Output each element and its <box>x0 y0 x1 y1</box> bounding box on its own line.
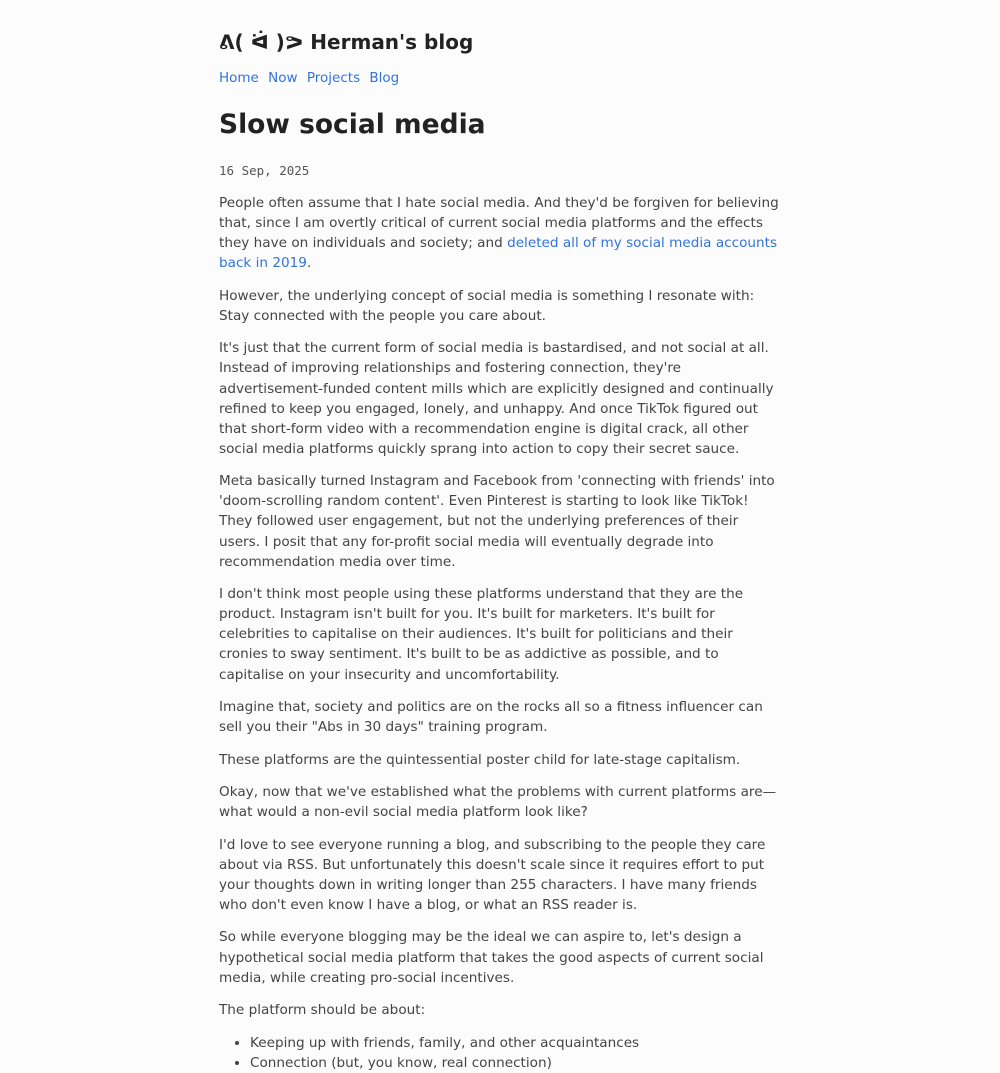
paragraph: I don't think most people using these platforms understand that they are the product. Instagram isn't built for you. It's built for marketers. It's built for celebrities to capitalise on their audiences. It's built for politicians and their cronies to sway sentiment. It's built to be as addictive as possible, and to capitalise on your insecurity and uncomfortability. <box>219 586 744 683</box>
post-title: Slow social media <box>219 109 486 140</box>
post-date: 16 Sep, 2025 <box>219 163 310 178</box>
paragraph: Meta basically turned Instagram and Facebook from 'connecting with friends' into 'doom-scrolling random content'. Even Pinterest is starting to look like TikTok! They followed user engagement, but not the underlying preferences of their users. I posit that any for-profit social media will eventually degrade into recommendation media over time. <box>219 473 775 570</box>
nav-projects-link[interactable]: Projects <box>306 70 361 86</box>
nav-now-link[interactable]: Now <box>268 70 298 86</box>
nav-blog-link[interactable]: Blog <box>369 70 400 86</box>
paragraph: The platform should be about: <box>219 1002 426 1019</box>
paragraph: I'd love to see everyone running a blog, and subscribing to the people they care about via RSS. But unfortunately this doesn't scale since it requires effort to put your thoughts down in writing longer than 255 characters. I have many friends who don't even know I have a blog, or what an RSS reader is. <box>219 836 766 913</box>
paragraph: So while everyone blogging may be the ideal we can aspire to, let's design a hypothetical social media platform that takes the good aspects of current social media, while creating pro-social incentives. <box>219 929 764 986</box>
platform-goals-list <box>219 1033 781 1073</box>
site-title-link[interactable]: ᕕ( ᐛ )ᕗ Herman's blog <box>219 30 474 54</box>
post-content <box>219 193 781 1073</box>
paragraph <box>219 193 781 273</box>
nav-home-link[interactable]: Home <box>219 70 259 86</box>
paragraph: Imagine that, society and politics are on the rocks all so a fitness influencer can sell you their "Abs in 30 days" training program. <box>219 699 763 736</box>
paragraph: Okay, now that we've established what the problems with current platforms are—what would a non-evil social media platform look like? <box>219 784 777 821</box>
paragraph: It's just that the current form of social media is bastardised, and not social at all. Instead of improving relationships and fostering connection, they're advertisement-funded content mills which are explicitly designed and continually refined to keep you engaged, lonely, and unhappy. And once TikTok figured out that short-form video with a recommendation engine is digital crack, all other social media platforms quickly sprang into action to copy their secret sauce. <box>219 340 774 457</box>
main-nav <box>219 68 404 88</box>
deleted-accounts-link[interactable]: deleted all of my social media accounts back in 2019 <box>219 235 778 272</box>
paragraph: These platforms are the quintessential poster child for late-stage capitalism. <box>219 751 741 768</box>
paragraph: However, the underlying concept of social media is something I resonate with: Stay connected with the people you care about. <box>219 287 755 324</box>
paragraph-text: People often assume that I hate social media. And they'd be forgiven for believing that, since I am overtly critical of current social media platforms and the effects they have on individuals and society; and <box>219 195 779 252</box>
list-item: • Connection (but, you know, real connection) <box>250 1053 781 1073</box>
paragraph-text: . <box>306 255 312 272</box>
list-item: • Keeping up with friends, family, and other acquaintances <box>250 1033 781 1053</box>
